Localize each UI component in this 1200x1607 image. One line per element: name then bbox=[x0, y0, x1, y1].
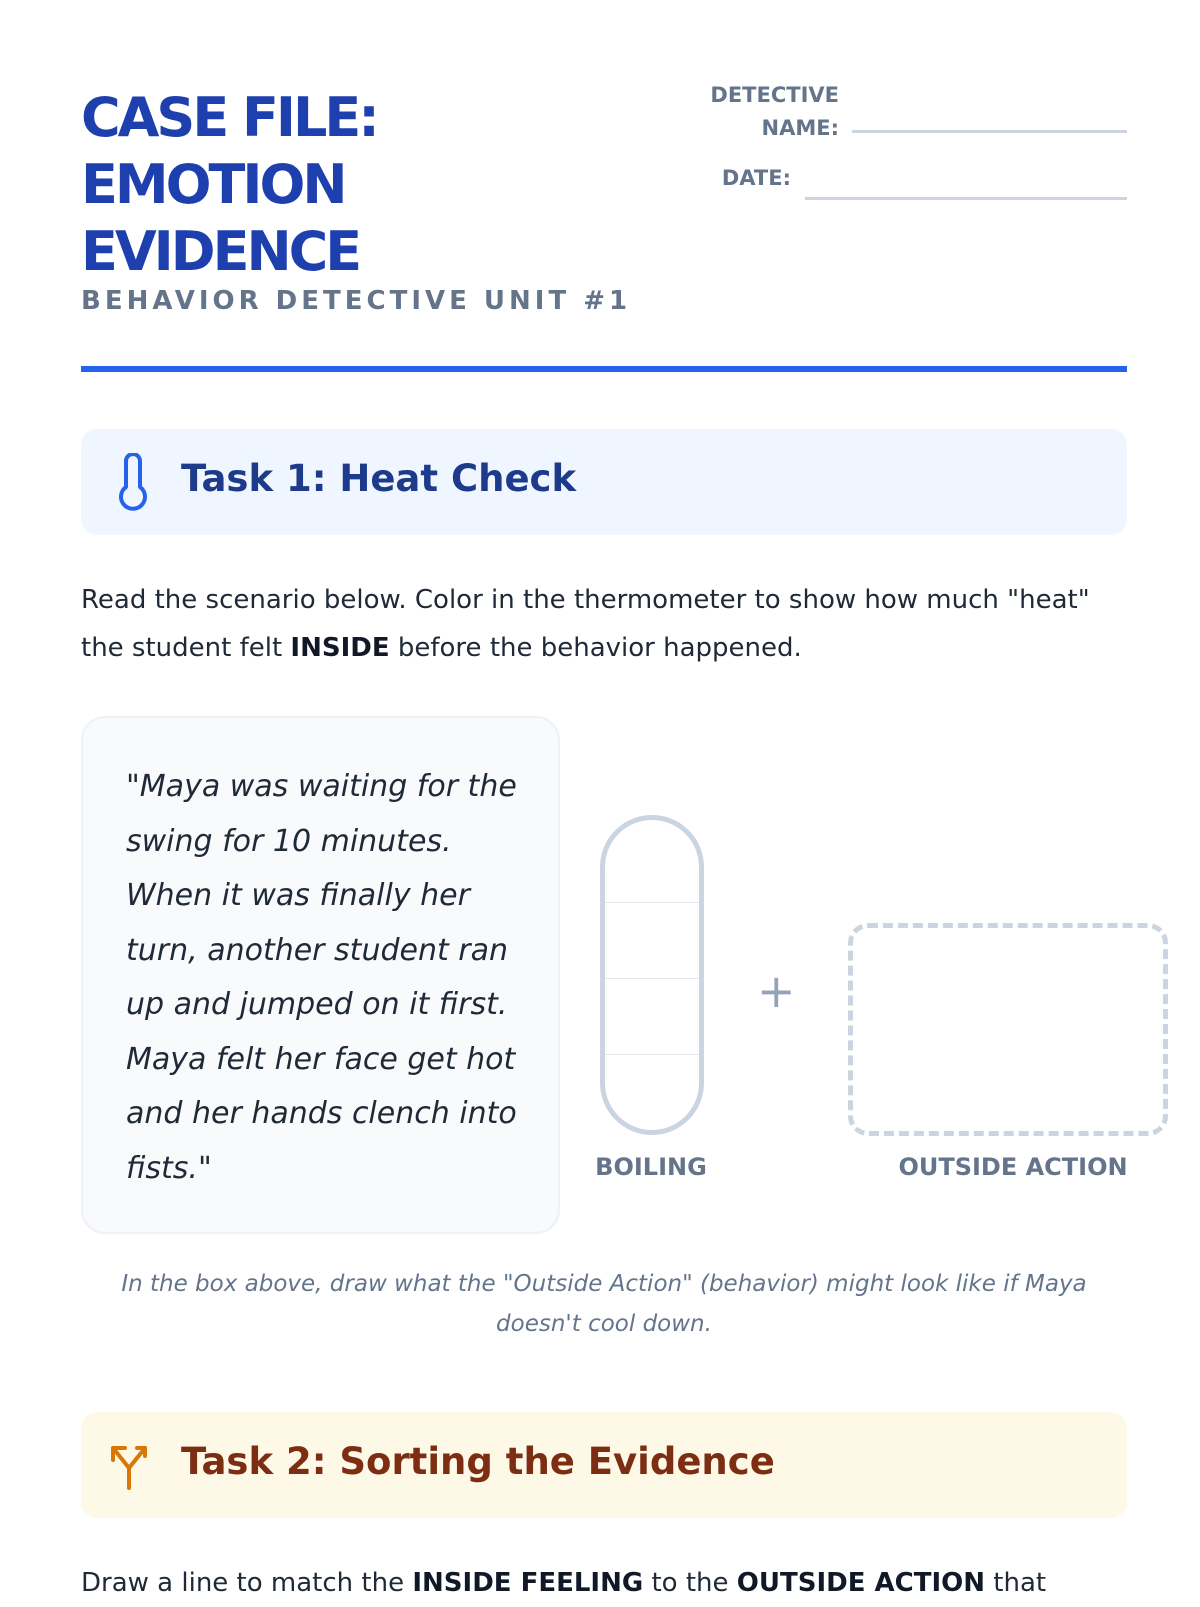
thermometer-label: BOILING bbox=[595, 1153, 707, 1181]
outside-action-label: OUTSIDE ACTION bbox=[898, 1153, 1128, 1181]
thermometer-icon bbox=[111, 453, 155, 513]
title-line-1: CASE FILE: bbox=[81, 86, 377, 149]
task-1-header bbox=[81, 429, 1127, 535]
title-line-3: EVIDENCE bbox=[81, 220, 360, 283]
date-field[interactable] bbox=[805, 197, 1127, 200]
page-title bbox=[81, 84, 377, 285]
drawing-hint: In the box above, draw what the "Outside Action" (behavior) might look like if Maya doesn't cool down. bbox=[121, 1271, 1087, 1337]
worksheet-page bbox=[81, 0, 1127, 1600]
task-2-instructions-text-3: that bbox=[985, 1568, 1047, 1598]
thermometer-tick bbox=[605, 1054, 699, 1055]
header-divider bbox=[81, 366, 1127, 372]
thermometer-gauge[interactable] bbox=[600, 815, 704, 1135]
task-2-instructions-text-2: to the bbox=[643, 1568, 737, 1598]
detective-label-line-1: DETECTIVE bbox=[710, 83, 839, 107]
split-arrow-icon bbox=[107, 1438, 151, 1498]
task-2-instructions-emphasis-2: OUTSIDE ACTION bbox=[736, 1568, 986, 1598]
scenario-text: "Maya was waiting for the swing for 10 minutes. When it was finally her turn, another student ran up and jumped on it first. Maya felt her face get hot and her hands clench into fists." bbox=[126, 769, 517, 1186]
outside-action-drawing-box[interactable] bbox=[848, 923, 1168, 1136]
detective-name-field[interactable] bbox=[852, 130, 1127, 133]
date-label: DATE: bbox=[721, 166, 791, 190]
task-1-instructions-text-2: before the behavior happened. bbox=[389, 633, 802, 663]
task-1-instructions-emphasis: INSIDE bbox=[290, 633, 390, 663]
detective-label-line-2: NAME: bbox=[761, 116, 839, 140]
plus-icon: + bbox=[757, 964, 796, 1018]
task-2-instructions-emphasis-1: INSIDE FEELING bbox=[412, 1568, 644, 1598]
detective-label bbox=[641, 79, 839, 145]
scenario-card bbox=[81, 716, 560, 1234]
page-subtitle: BEHAVIOR DETECTIVE UNIT #1 bbox=[81, 286, 632, 316]
task-2-instructions-text-1: Draw a line to match the bbox=[81, 1568, 413, 1598]
title-line-2: EMOTION bbox=[81, 153, 345, 216]
task-2-title: Task 2: Sorting the Evidence bbox=[181, 1440, 775, 1483]
task-1-title: Task 1: Heat Check bbox=[181, 457, 577, 500]
task-1-instructions-text-1: Read the scenario below. Color in the thermometer to show how much "heat" the student felt bbox=[81, 585, 1090, 663]
task-1-instructions bbox=[81, 576, 1127, 672]
task-2-header bbox=[81, 1412, 1127, 1518]
thermometer-tick bbox=[605, 902, 699, 903]
thermometer-tick bbox=[605, 978, 699, 979]
